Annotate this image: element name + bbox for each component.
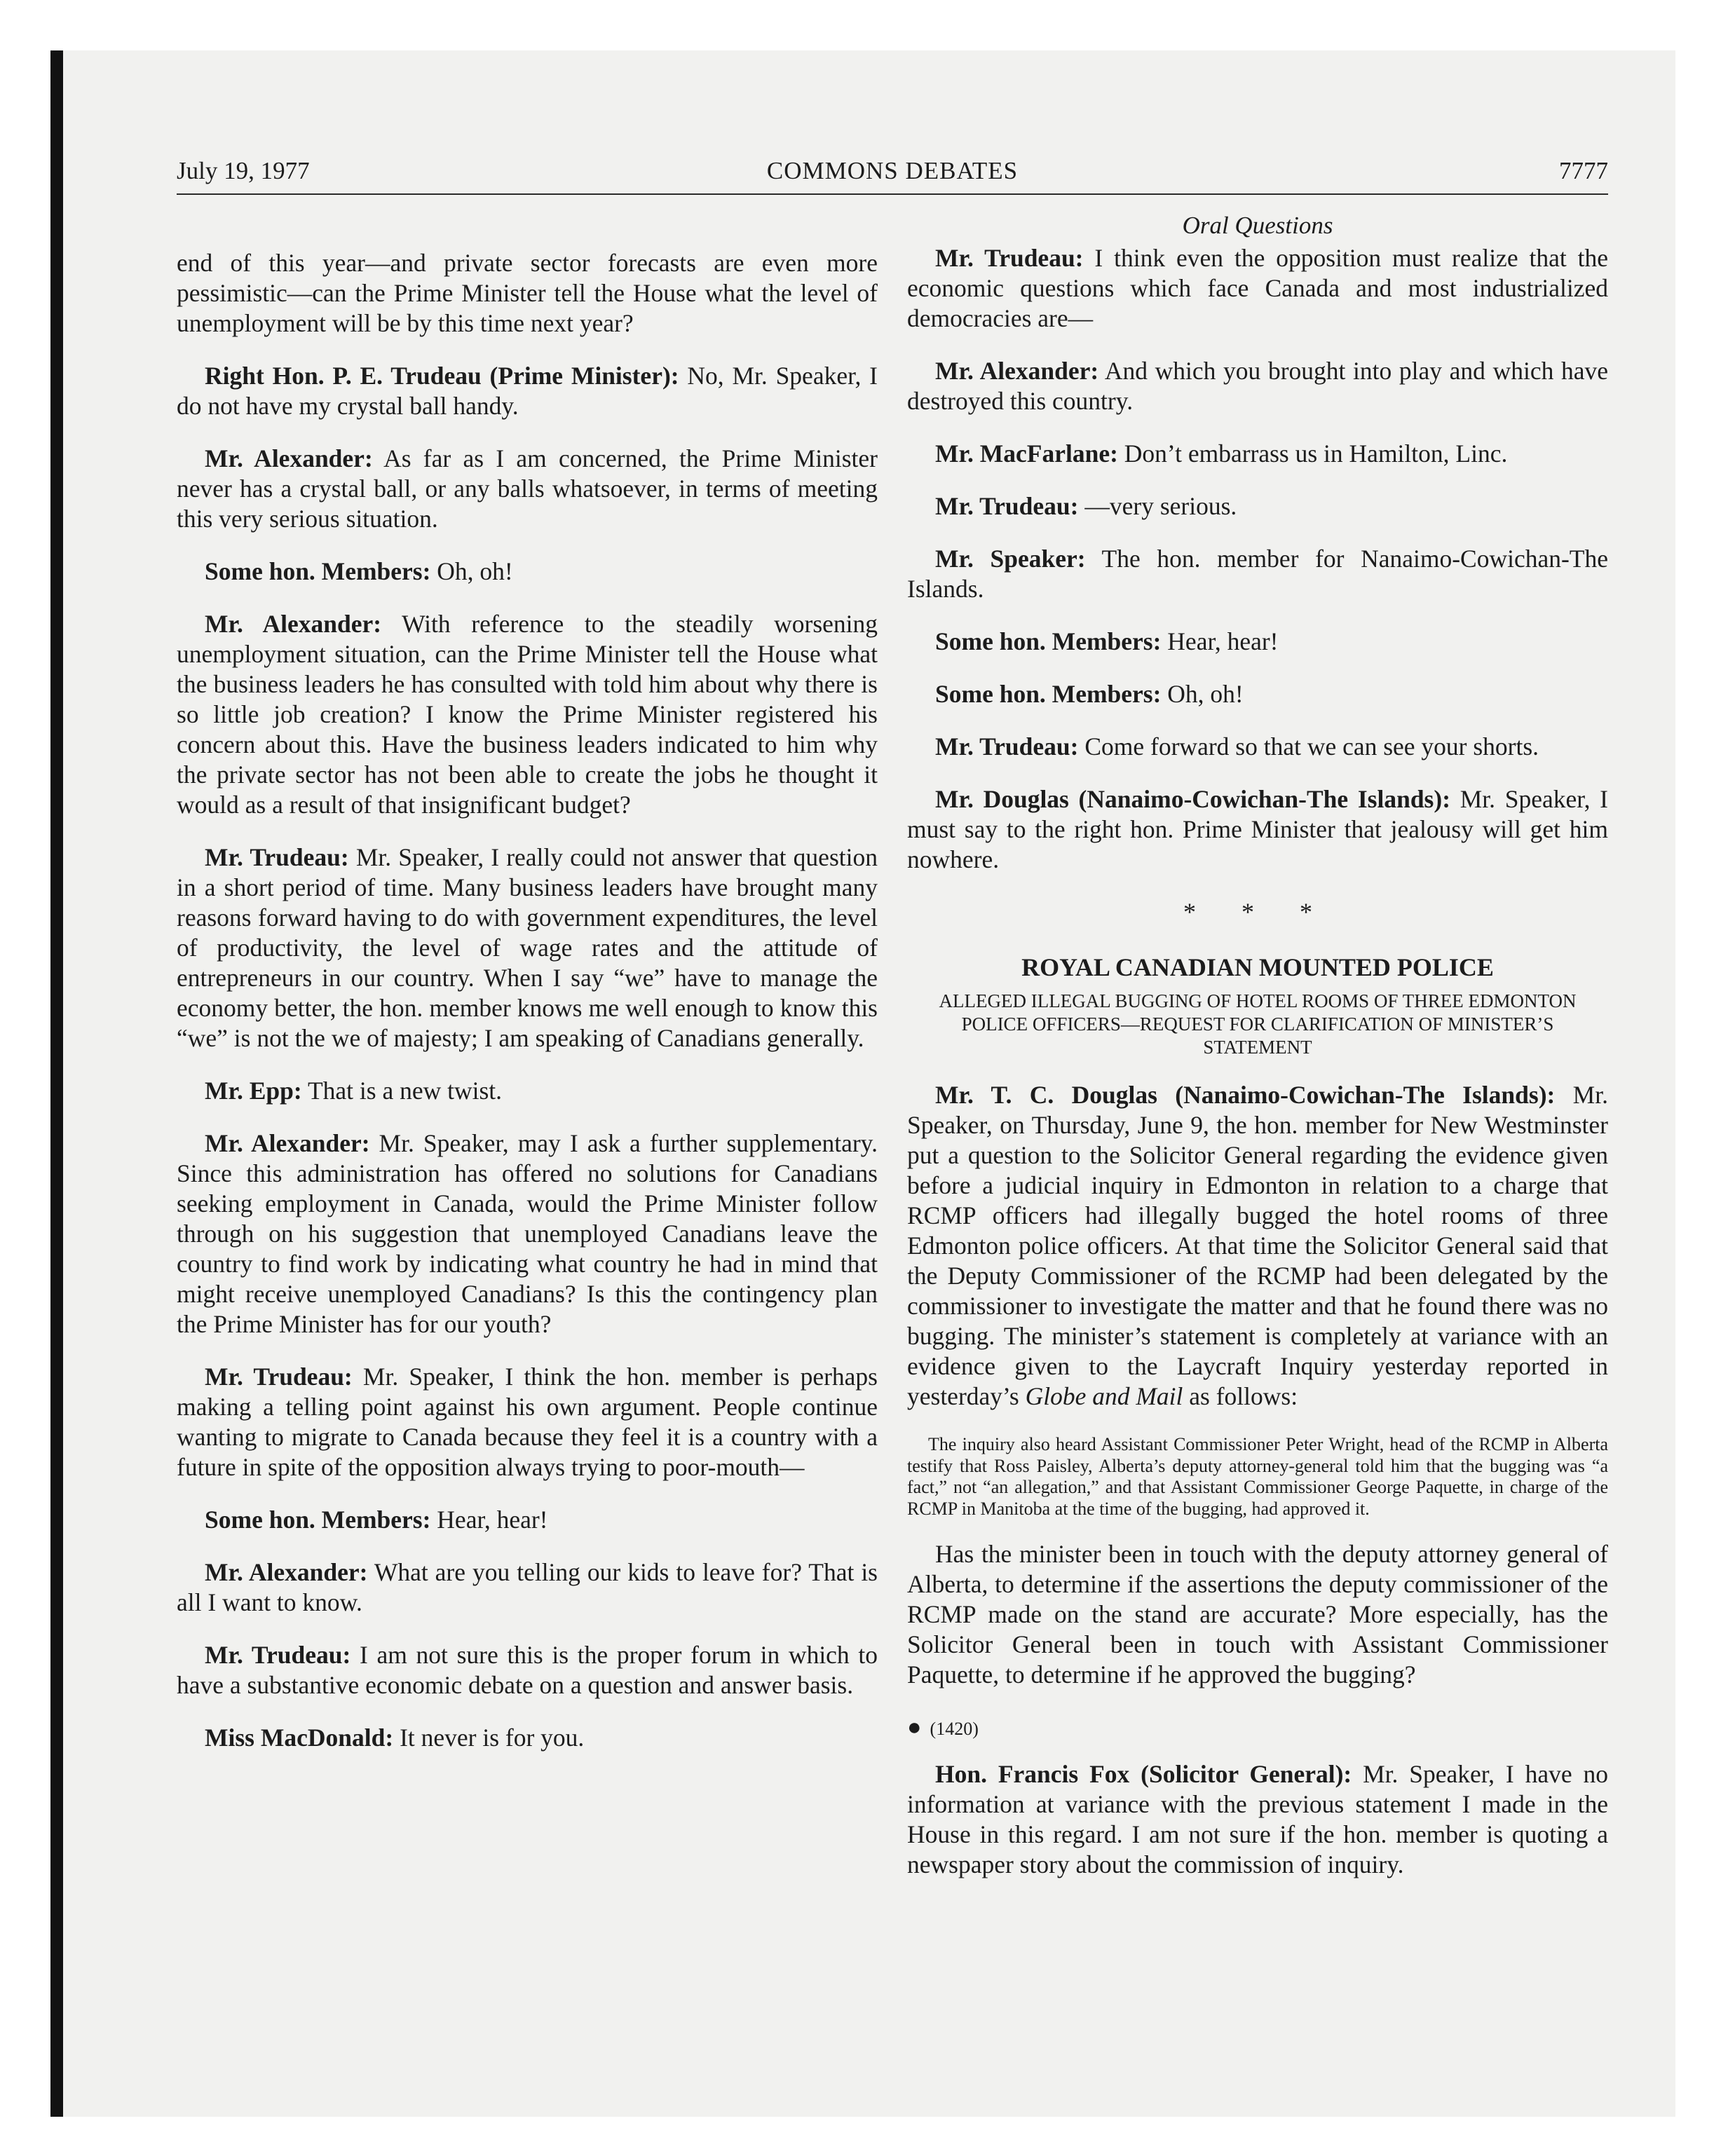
speech-text: Mr. Speaker, I have no information at variance with the previous statement I made in the House in this regard. I am not sure if the hon. member is quoting a newspaper story about the commission of inquiry. <box>907 1760 1608 1878</box>
speech-text: The hon. member for Nanaimo-Cowichan-The Islands. <box>907 545 1608 603</box>
speaker-name: Mr. MacFarlane: <box>935 439 1118 468</box>
paragraph <box>907 627 1608 657</box>
paragraph <box>177 1362 878 1482</box>
paragraph <box>907 1080 1608 1412</box>
paragraph <box>177 1128 878 1339</box>
speech-text: Oh, oh! <box>430 557 513 585</box>
speaker-name: Some hon. Members: <box>935 627 1162 655</box>
paragraph <box>177 1723 878 1753</box>
speech-text: Hear, hear! <box>1161 627 1279 655</box>
section-heading: ROYAL CANADIAN MOUNTED POLICE <box>1021 953 1494 981</box>
speaker-name: Some hon. Members: <box>935 680 1162 708</box>
paragraph <box>907 243 1608 334</box>
paragraph <box>177 444 878 534</box>
paragraph: end of this year—and private sector forecasts are even more pessimistic—can the Prime Minister tell the House what the level of unemployment will be by this time next year? <box>177 249 878 337</box>
paragraph <box>177 1076 878 1106</box>
speaker-name: Mr. Alexander: <box>205 444 373 472</box>
speaker-name: Mr. Alexander: <box>935 357 1099 385</box>
speaker-name: Mr. Trudeau: <box>935 732 1079 760</box>
speech-text: as follows: <box>1183 1382 1298 1410</box>
speaker-name: Miss MacDonald: <box>205 1724 394 1752</box>
newspaper-title: Globe and Mail <box>1025 1382 1183 1410</box>
paragraph <box>907 356 1608 416</box>
paragraph <box>177 1640 878 1700</box>
paragraph <box>177 609 878 820</box>
speech-text: Mr. Speaker, I really could not answer that question in a short period of time. Many business leaders have brought many reasons forward having to do with government expenditures, the level of productivity, the level of wage rates and the attitude of entrepreneurs in our country. When I say “we” have to manage the economy better, the hon. member knows me well enough to know this “we” is not the we of majesty; I am speaking of Canadians generally. <box>177 843 878 1052</box>
running-head: Oral Questions <box>1182 212 1333 239</box>
speech-text: Mr. Speaker, I think the hon. member is perhaps making a telling point against his own argument. People continue wanting to migrate to Canada because they feel it is a country with a future in spite of the opposition always trying to poor-mouth— <box>177 1363 878 1481</box>
paragraph <box>907 491 1608 521</box>
speaker-name: Some hon. Members: <box>205 557 431 585</box>
right-column <box>907 210 1608 1902</box>
speech-text: Mr. Speaker, may I ask a further supplementary. Since this administration has offered no solutions for Canadians seeking employment in Canada, would the Prime Minister follow through on his suggestion that unemployed Canadians leave the country to find work by indicating what country he had in mind that might receive unemployed Canadians? Is this the contingency plan the Prime Minister has for our youth? <box>177 1129 878 1338</box>
speaker-name: Hon. Francis Fox (Solicitor General): <box>935 1760 1352 1788</box>
speech-text: Oh, oh! <box>1161 680 1244 708</box>
paragraph <box>907 439 1608 469</box>
time-marker <box>907 1712 1608 1744</box>
speaker-name: Mr. Trudeau: <box>205 1363 353 1391</box>
speaker-name: Mr. Alexander: <box>205 1558 368 1586</box>
paragraph <box>907 679 1608 709</box>
scan-edge-shadow <box>50 50 63 2117</box>
speaker-name: Mr. Trudeau: <box>935 492 1079 520</box>
speech-text: What are you telling our kids to leave for? That is all I want to know. <box>177 1558 878 1616</box>
speech-text: I think even the opposition must realize that the economic questions which face Canada and most industrialized democracies are— <box>907 244 1608 332</box>
speaker-name: Right Hon. P. E. Trudeau (Prime Minister): <box>205 362 679 390</box>
speech-text: Hear, hear! <box>430 1506 548 1534</box>
header-date: July 19, 1977 <box>177 157 310 184</box>
paragraph <box>177 557 878 587</box>
speech-text: I am not sure this is the proper forum in which to have a substantive economic debate on a question and answer basis. <box>177 1641 878 1699</box>
speech-text: —very serious. <box>1078 492 1237 520</box>
paragraph <box>907 732 1608 762</box>
speaker-name: Mr. Epp: <box>205 1077 302 1105</box>
bullet-icon: ● <box>907 1714 922 1740</box>
speaker-name: Mr. Speaker: <box>935 545 1086 573</box>
paragraph: Has the minister been in touch with the deputy attorney general of Alberta, to determine if the assertions the deputy commissioner of the RCMP made on the stand are accurate? More especially, has the Solicitor General been in touch with Assistant Commissioner Paquette, to determine if he approved the bugging? <box>907 1540 1608 1688</box>
speaker-name: Mr. Alexander: <box>205 610 382 638</box>
speech-text: Don’t embarrass us in Hamilton, Linc. <box>1117 439 1508 468</box>
speaker-name: Mr. Trudeau: <box>205 1641 351 1669</box>
speech-text: It never is for you. <box>393 1724 585 1752</box>
section-separator: * * * <box>1183 898 1332 926</box>
paragraph <box>907 544 1608 604</box>
speech-text: With reference to the steadily worsening unemployment situation, can the Prime Minister tell the House what the business leaders he has consulted with told him about why there is so little job creation? I know the Prime Minister registered his concern about this. Have the business leaders indicated to him why the private sector has not been able to create the jobs he thought it would as a result of that insignificant budget? <box>177 610 878 819</box>
speech-text: Come forward so that we can see your shorts. <box>1078 732 1539 760</box>
speaker-name: Mr. T. C. Douglas (Nanaimo-Cowichan-The Islands): <box>935 1081 1556 1109</box>
paragraph <box>907 1759 1608 1880</box>
speech-text: Mr. Speaker, on Thursday, June 9, the hon. member for New Westminster put a question to the Solicitor General regarding the evidence given before a judicial inquiry in Edmonton in relation to a charge that RCMP officers had illegally bugged the hotel rooms of three Edmonton police officers. At that time the Solicitor General said that the Deputy Commissioner of the RCMP had been delegated by the commissioner to investigate the matter and that he found there was no bugging. The minister’s statement is completely at variance with an evidence given to the Laycraft Inquiry yesterday reported in yesterday’s <box>907 1081 1608 1410</box>
section-subheading: ALLEGED ILLEGAL BUGGING OF HOTEL ROOMS OF THREE EDMONTON POLICE OFFICERS—REQUEST FOR CLARIFICATION OF MINISTER’S STATEMENT <box>939 990 1577 1058</box>
speech-text: As far as I am concerned, the Prime Minister never has a crystal ball, or any balls whatsoever, in terms of meeting this very serious situation. <box>177 444 878 533</box>
block-quote: The inquiry also heard Assistant Commissioner Peter Wright, head of the RCMP in Alberta testify that Ross Paisley, Alberta’s deputy attorney-general told him that the bugging was “a fact,” not “an allegation,” and that Assistant Commissioner George Paquette, in charge of the RCMP in Manitoba at the time of the bugging, had approved it. <box>907 1434 1608 1519</box>
speaker-name: Some hon. Members: <box>205 1506 431 1534</box>
paragraph <box>177 1557 878 1618</box>
speech-text: That is a new twist. <box>301 1077 503 1105</box>
speaker-name: Mr. Trudeau: <box>935 244 1084 272</box>
paragraph <box>177 361 878 421</box>
speech-text: No, Mr. Speaker, I do not have my crystal ball handy. <box>177 362 878 420</box>
paragraph <box>177 1505 878 1535</box>
speaker-name: Mr. Alexander: <box>205 1129 370 1157</box>
header-page-number: 7777 <box>1559 157 1608 184</box>
time-marker-text: (1420) <box>930 1719 979 1739</box>
paragraph <box>907 784 1608 875</box>
speech-text: And which you brought into play and which have destroyed this country. <box>907 357 1608 415</box>
header-title: COMMONS DEBATES <box>766 157 1019 184</box>
speaker-name: Mr. Trudeau: <box>205 843 349 871</box>
page-header <box>177 151 1608 195</box>
speaker-name: Mr. Douglas (Nanaimo-Cowichan-The Islands): <box>935 785 1451 813</box>
paragraph <box>177 842 878 1053</box>
left-column <box>177 248 878 1775</box>
speech-text: Mr. Speaker, I must say to the right hon. Prime Minister that jealousy will get him nowhere. <box>907 785 1608 873</box>
